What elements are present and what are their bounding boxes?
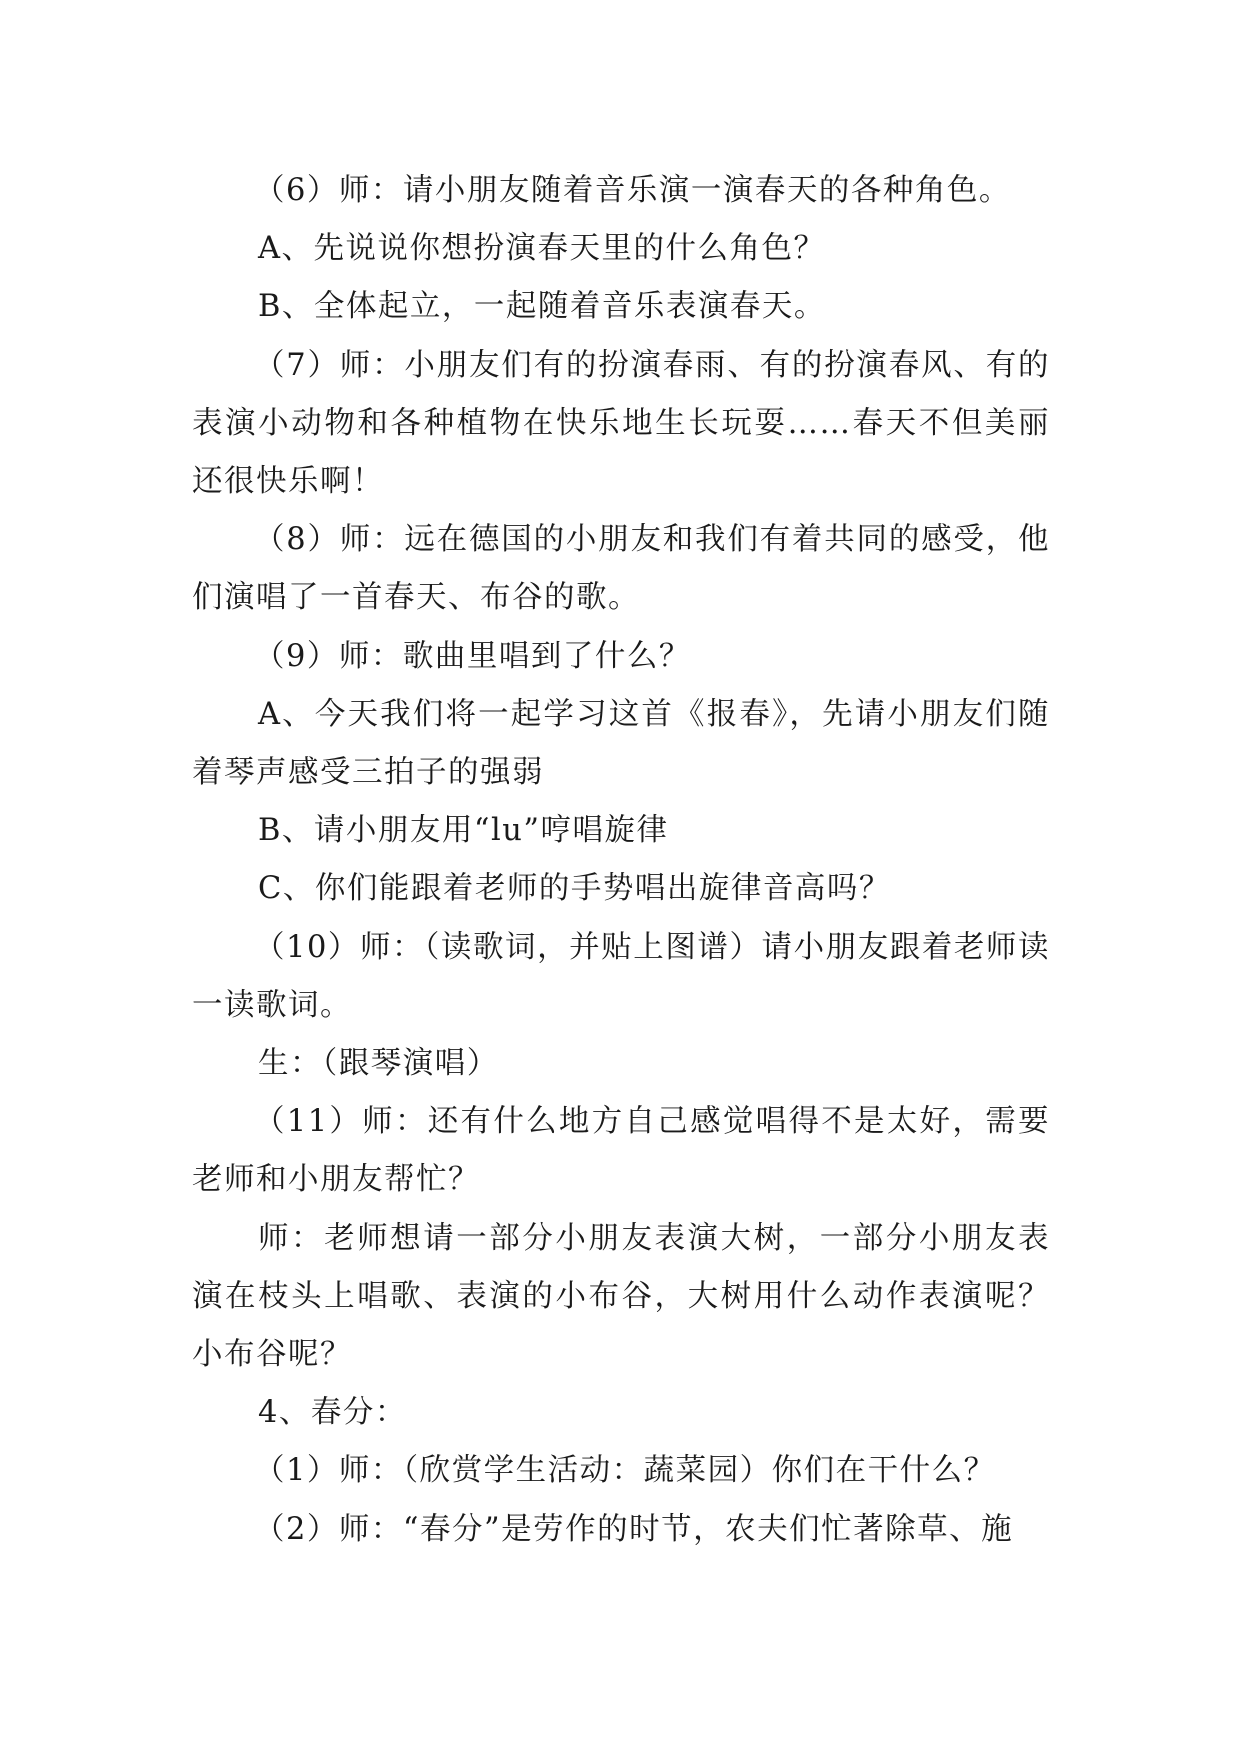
paragraph-9b: B、请小朋友用“lu”哼唱旋律 [258,813,669,849]
paragraph-student: 生：（跟琴演唱） [258,1046,499,1082]
paragraph-6b: B、全体起立，一起随着音乐表演春天。 [258,289,826,325]
section-heading-chunfen: 4、春分： [258,1395,407,1431]
paragraph-6: （6）师：请小朋友随着音乐演一演春天的各种角色。 [254,173,1011,208]
paragraph-10: （10）师：（读歌词，并贴上图谱）请小朋友跟着老师读一读歌词。 [192,929,1050,1023]
paragraph-11: （11）师：还有什么地方自己感觉唱得不是太好，需要老师和小朋友帮忙？ [192,1104,1050,1198]
paragraph-9: （9）师：歌曲里唱到了什么？ [254,638,691,674]
document-body [192,162,1050,1559]
paragraph-6a: A、先说说你想扮演春天里的什么角色？ [258,231,826,267]
paragraph-7: （7）师：小朋友们有的扮演春雨、有的扮演春风、有的表演小动物和各种植物在快乐地生长玩耍……春天不但美丽还很快乐啊！ [192,347,1050,500]
paragraph-9a: A、今天我们将一起学习这首《报春》，先请小朋友们随着琴声感受三拍子的强弱 [192,696,1050,791]
paragraph-chunfen-2: （2）师：“春分”是劳作的时节，农夫们忙著除草、施 [254,1511,1014,1547]
paragraph-teacher: 师：老师想请一部分小朋友表演大树，一部分小朋友表演在枝头上唱歌、表演的小布谷，大树用什么动作表演呢？小布谷呢？ [192,1220,1050,1373]
paragraph-8: （8）师：远在德国的小朋友和我们有着共同的感受，他们演唱了一首春天、布谷的歌。 [192,522,1050,616]
paragraph-9c: C、你们能跟着老师的手势唱出旋律音高吗？ [258,871,891,907]
paragraph-chunfen-1: （1）师：（欣赏学生活动：蔬菜园）你们在干什么？ [254,1453,996,1489]
